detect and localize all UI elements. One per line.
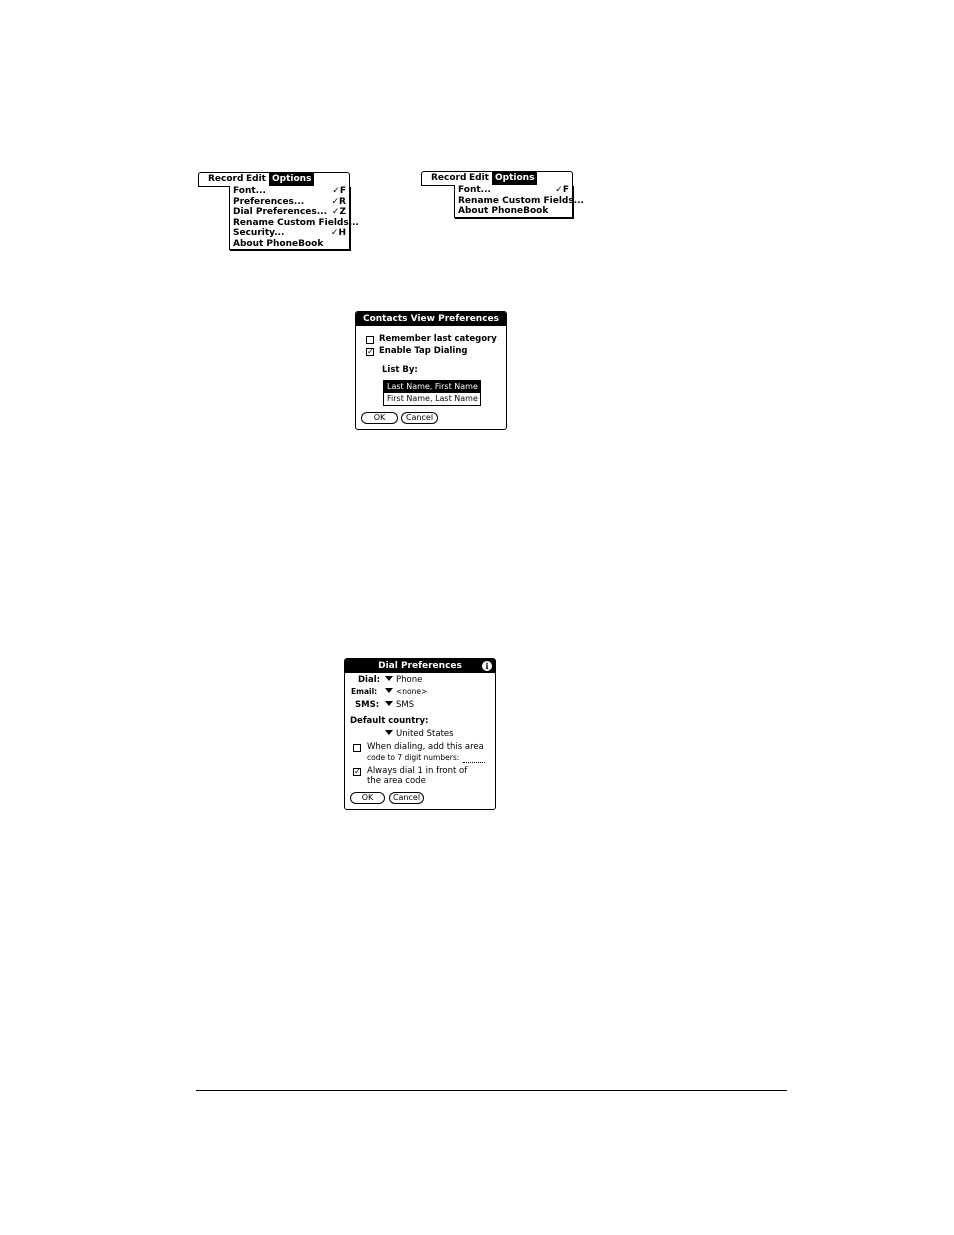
check-mark-icon: ✓: [367, 347, 374, 356]
menu-item-security[interactable]: Security... ✓H: [233, 228, 346, 238]
country-select[interactable]: United States: [385, 729, 454, 739]
area-code-label-line2: code to 7 digit numbers:: [367, 753, 460, 762]
always-dial-label-line2: the area code: [367, 776, 426, 786]
area-code-input[interactable]: [463, 762, 485, 763]
dial-preferences-dialog: [344, 658, 496, 810]
sms-select[interactable]: SMS: [385, 700, 414, 710]
dropdown-arrow-icon: [385, 676, 393, 681]
menu-bar-1: [198, 172, 350, 187]
dial-label: Dial:: [358, 675, 381, 685]
menu-options[interactable]: Options: [269, 173, 314, 186]
list-option-first-last[interactable]: First Name, Last Name: [387, 394, 478, 403]
menu-record[interactable]: Record: [208, 174, 244, 184]
list-by-label: List By:: [382, 365, 418, 375]
menu-edit[interactable]: Edit: [246, 174, 266, 184]
cancel-button[interactable]: Cancel: [401, 412, 438, 424]
check-mark-icon: ✓: [354, 767, 361, 776]
contacts-view-preferences-dialog: [355, 311, 507, 430]
menu-item-preferences[interactable]: Preferences... ✓R: [233, 196, 346, 207]
menu-options[interactable]: Options: [492, 172, 537, 185]
menu-item-rename-custom-fields[interactable]: Rename Custom Fields...: [458, 195, 584, 206]
list-by-options: [383, 380, 481, 406]
email-label: Email:: [351, 687, 378, 696]
ok-button[interactable]: OK: [361, 412, 398, 424]
menu-item-font[interactable]: Font... ✓F: [233, 186, 346, 196]
options-dropdown-2: [454, 185, 584, 218]
options-dropdown-1: [229, 186, 359, 250]
menu-item-about-phonebook[interactable]: About PhoneBook: [458, 206, 549, 216]
menu-item-about-phonebook[interactable]: About PhoneBook: [233, 238, 324, 249]
tap-dialing-checkbox[interactable]: [366, 348, 374, 356]
tap-dialing-label: Enable Tap Dialing: [379, 346, 468, 356]
sms-label: SMS:: [355, 700, 380, 710]
info-icon[interactable]: i: [482, 661, 492, 671]
menu-edit[interactable]: Edit: [469, 173, 489, 183]
dropdown-arrow-icon: [385, 701, 393, 706]
area-code-checkbox[interactable]: [353, 744, 361, 752]
email-select[interactable]: <none>: [385, 687, 427, 696]
footer-rule: [196, 1090, 787, 1091]
dialog-title: Contacts View Preferences: [356, 312, 506, 326]
dialog-title: Dial Preferences i: [345, 659, 495, 673]
dropdown-arrow-icon: [385, 730, 393, 735]
menu-bar-2: [421, 171, 573, 186]
menu-item-font[interactable]: Font... ✓F: [458, 185, 569, 195]
remember-category-label: Remember last category: [379, 334, 497, 344]
always-dial-checkbox[interactable]: [353, 768, 361, 776]
dial-select[interactable]: Phone: [385, 675, 422, 685]
menu-item-dial-preferences[interactable]: Dial Preferences... ✓Z: [233, 207, 346, 217]
menu-item-rename-custom-fields[interactable]: Rename Custom Fields...: [233, 217, 359, 228]
default-country-label: Default country:: [350, 716, 429, 726]
menu-record[interactable]: Record: [431, 173, 467, 183]
remember-category-checkbox[interactable]: [366, 336, 374, 344]
cancel-button[interactable]: Cancel: [389, 792, 424, 804]
always-dial-label-line1: Always dial 1 in front of: [367, 766, 468, 776]
list-option-last-first[interactable]: Last Name, First Name: [384, 381, 480, 393]
dropdown-arrow-icon: [385, 688, 393, 693]
area-code-label-line1: When dialing, add this area: [367, 742, 484, 752]
ok-button[interactable]: OK: [350, 792, 385, 804]
